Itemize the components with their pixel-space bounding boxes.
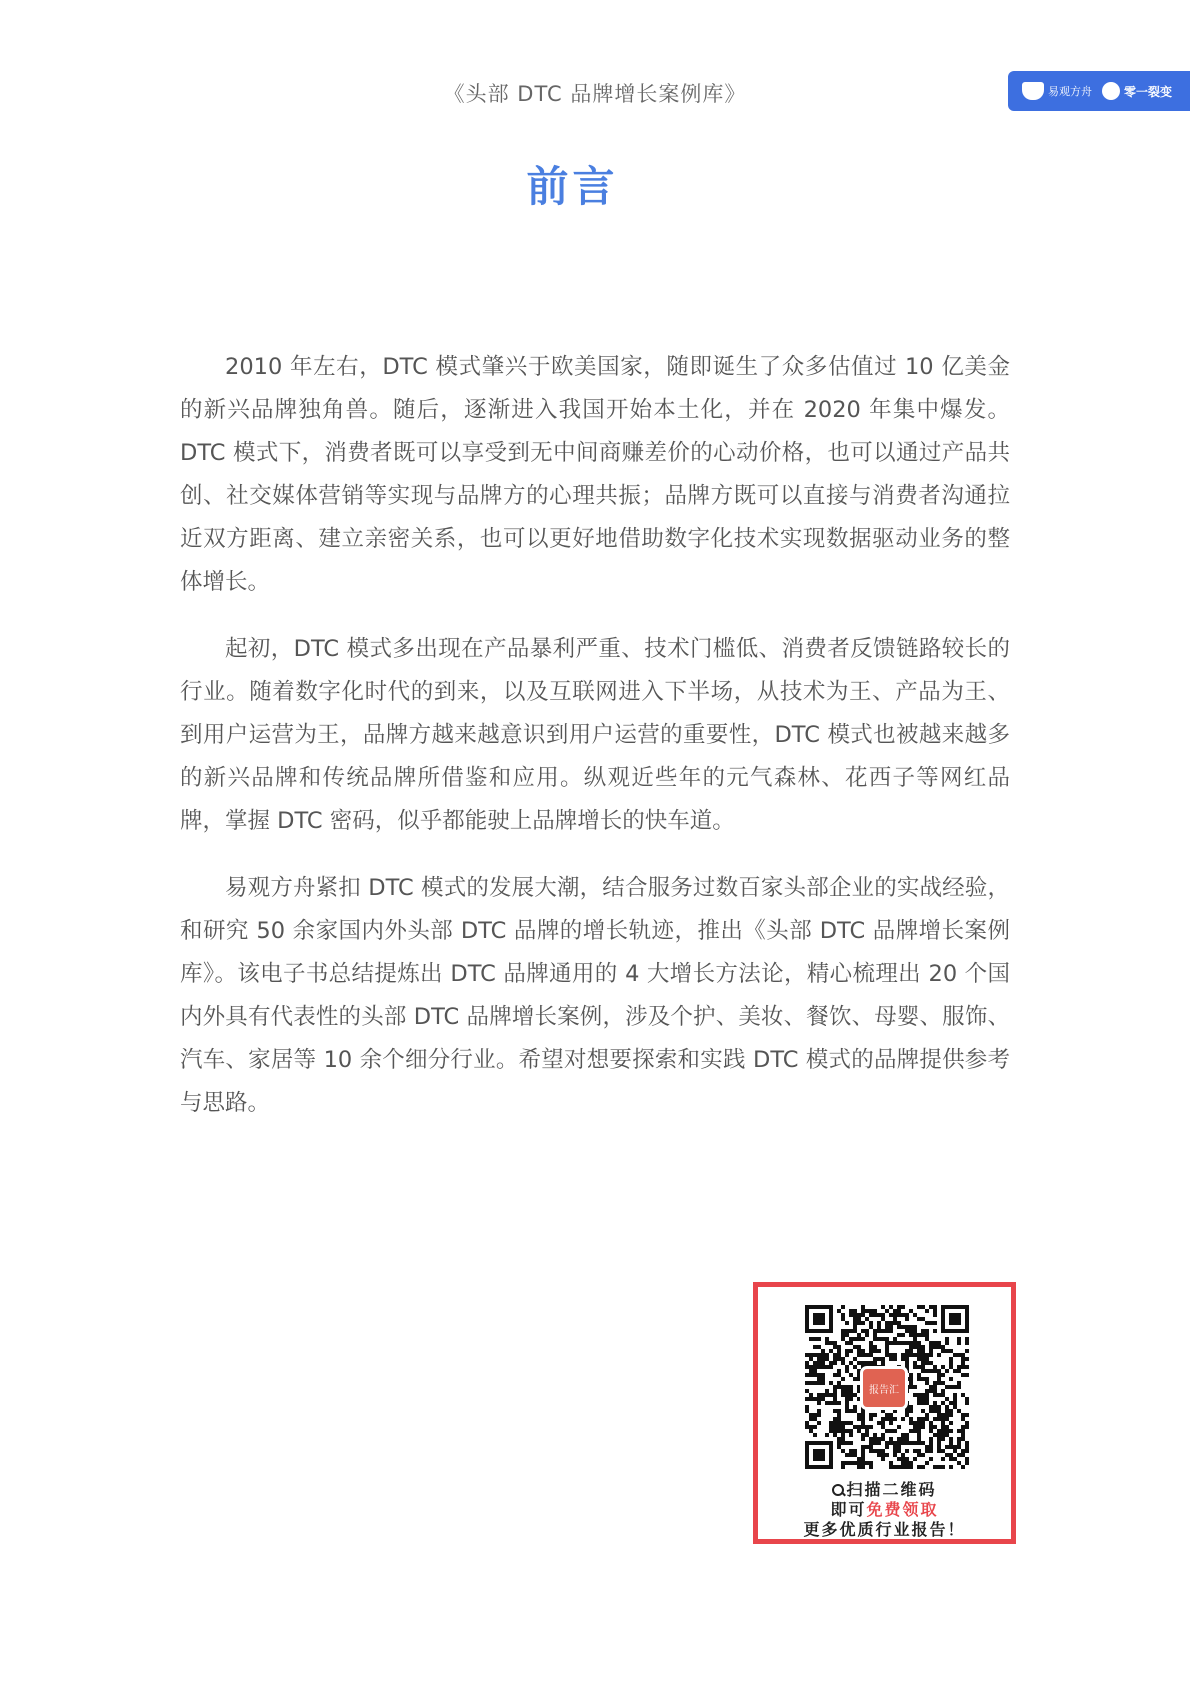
qr-caption-highlight: 免费领取 [866,1500,939,1519]
page-title: 前言 [526,162,619,211]
body-text [180,346,1010,1149]
robot-icon [1102,82,1120,100]
liebian-logo-text: 零一裂变 [1124,84,1173,99]
paragraph-1: 2010 年左右，DTC 模式肇兴于欧美国家，随即诞生了众多估值过 10 亿美金的新兴品牌独角兽。随后，逐渐进入我国开始本土化，并在 2020 年集中爆发。DTC 模式下，消费者既可以享受到无中间商赚差价的心动价格，也可以通过产品共创、社交媒体营销等实现与品牌方的心理共振；品牌方既可以直接与消费者沟通拉近双方距离、建立亲密关系，也可以更好地借助数字化技术实现数据驱动业务的整体增长。 [180,354,1010,595]
brand-tag [1008,71,1190,111]
running-header: 《头部 DTC 品牌增长案例库》 [443,82,747,106]
analysys-logo [1022,82,1092,100]
paragraph-2: 起初，DTC 模式多出现在产品暴利严重、技术门槛低、消费者反馈链路较长的行业。随着数字化时代的到来，以及互联网进入下半场，从技术为王、产品为王、到用户运营为王，品牌方越来越意识到用户运营的重要性，DTC 模式也被越来越多的新兴品牌和传统品牌所借鉴和应用。纵观近些年的元气森林、花西子等网红品牌，掌握 DTC 密码，似乎都能驶上品牌增长的快车道。 [180,636,1010,834]
qr-code-panel[interactable] [753,1282,1016,1544]
qr-center-badge: 报告汇 [860,1366,908,1410]
analysys-logo-text: 易观方舟 [1048,85,1092,98]
search-icon [832,1484,844,1496]
analysys-logo-icon [1022,82,1044,100]
qr-caption-free: 即可免费领取 [830,1500,939,1519]
liebian-logo [1102,82,1172,100]
qr-caption-more: 更多优质行业报告！ [803,1520,966,1539]
paragraph-3: 易观方舟紧扣 DTC 模式的发展大潮，结合服务过数百家头部企业的实战经验，和研究 50 余家国内外头部 DTC 品牌的增长轨迹，推出《头部 DTC 品牌增长案例库》。该电子书总结提炼出 DTC 品牌通用的 4 大增长方法论，精心梳理出 20 个国内外具有代表性的头部 DTC 品牌增长案例，涉及个护、美妆、餐饮、母婴、服饰、汽车、家居等 10 余个细分行业。希望对想要探索和实践 DTC 模式的品牌提供参考与思路。 [180,875,1010,1116]
qr-caption-scan: 扫描二维码 [758,1477,1011,1500]
